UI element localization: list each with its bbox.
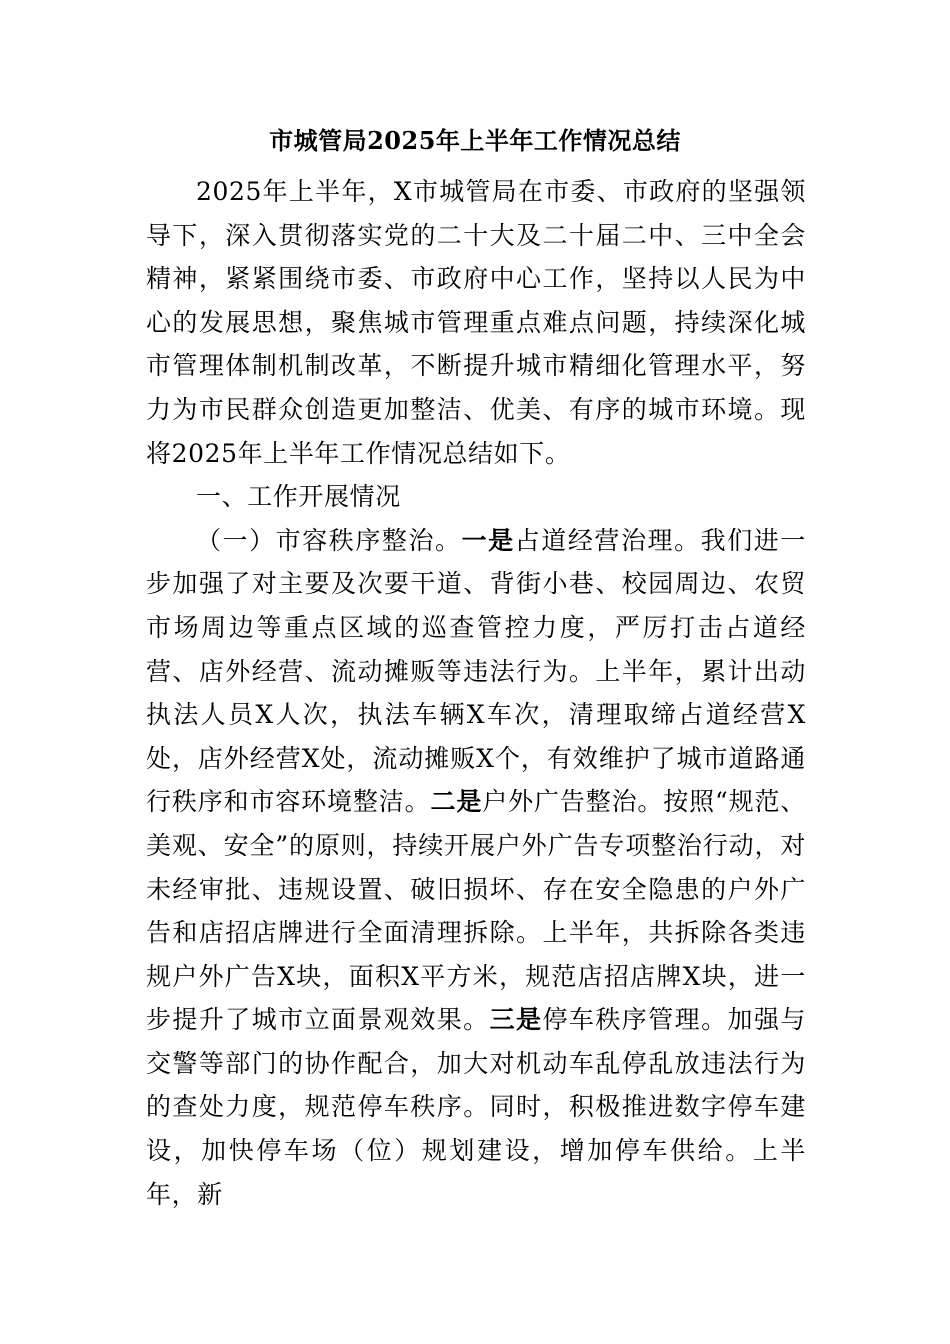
- section-paragraph: [146, 519, 806, 1217]
- intro-paragraph: 2025年上半年，X市城管局在市委、市政府的坚强领导下，深入贯彻落实党的二十大及二十届二中、三中全会精神，紧紧围绕市委、市政府中心工作，坚持以人民为中心的发展思想，聚焦城市管理重点难点问题，持续深化城市管理体制机制改革，不断提升城市精细化管理水平，努力为市民群众创造更加整洁、优美、有序的城市环境。现将2025年上半年工作情况总结如下。: [146, 177, 806, 468]
- keyword-second: 二是: [430, 787, 483, 817]
- paragraph-text-third: 停车秩序管理。加强与交警等部门的协作配合，加大对机动车乱停乱放违法行为的查处力度，规范停车秩序。同时，积极推进数字停车建设，加快停车场（位）规划建设，增加停车供给。上半年，新: [146, 1005, 806, 1209]
- document-title: 市城管局2025年上半年工作情况总结: [269, 126, 681, 155]
- section-heading: 一、工作开展情况: [196, 482, 401, 512]
- keyword-first: 一是: [461, 525, 515, 555]
- document-body: [146, 170, 806, 1216]
- subsection-heading: （一）市容秩序整治。: [196, 525, 462, 555]
- paragraph-text-first: 占道经营治理。我们进一步加强了对主要及次要干道、背街小巷、校园周边、农贸市场周边等重点区域的巡查管控力度，严厉打击占道经营、店外经营、流动摊贩等违法行为。上半年，累计出动执法人员X人次，执法车辆X车次，清理取缔占道经营X处，店外经营X处，流动摊贩X个，有效维护了城市道路通行秩序和市容环境整洁。: [146, 525, 806, 817]
- keyword-third: 三是: [489, 1005, 543, 1035]
- paragraph-text-second: 户外广告整治。按照“规范、美观、安全”的原则，持续开展户外广告专项整治行动，对未经审批、违规设置、破旧损坏、存在安全隐患的户外广告和店招店牌进行全面清理拆除。上半年，共拆除各类违规户外广告X块，面积X平方米，规范店招店牌X块，进一步提升了城市立面景观效果。: [146, 787, 806, 1035]
